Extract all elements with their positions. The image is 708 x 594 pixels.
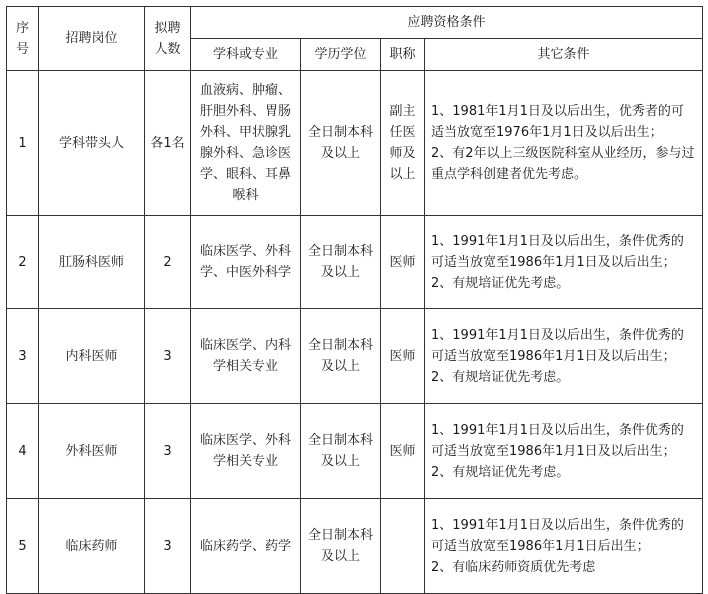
cell-title: 医师 bbox=[381, 404, 425, 499]
cell-count: 3 bbox=[145, 404, 191, 499]
cell-no: 1 bbox=[7, 71, 39, 216]
table-row bbox=[7, 309, 703, 404]
header-qualifications: 应聘资格条件 bbox=[191, 7, 703, 39]
cell-title: 医师 bbox=[381, 309, 425, 404]
header-title: 职称 bbox=[381, 39, 425, 71]
other-condition-2: 2、有规培证优先考虑。 bbox=[431, 464, 570, 480]
cell-other bbox=[425, 309, 703, 404]
other-condition-1: 1、1991年1月1日及以后出生，条件优秀的可适当放宽至1986年1月1日及以后出生； bbox=[431, 233, 684, 270]
cell-title bbox=[381, 499, 425, 594]
table-row bbox=[7, 71, 703, 216]
cell-no: 4 bbox=[7, 404, 39, 499]
cell-major: 临床医学、外科学相关专业 bbox=[191, 404, 301, 499]
table-row bbox=[7, 216, 703, 309]
other-condition-2: 2、有规培证优先考虑。 bbox=[431, 275, 570, 291]
header-no: 序号 bbox=[7, 7, 39, 71]
cell-other bbox=[425, 499, 703, 594]
header-row-1 bbox=[7, 7, 703, 39]
cell-count: 3 bbox=[145, 309, 191, 404]
cell-count: 3 bbox=[145, 499, 191, 594]
header-count: 拟聘人数 bbox=[145, 7, 191, 71]
other-condition-2: 2、有2年以上三级医院科室从业经历，参与过重点学科创建者优先考虑。 bbox=[431, 146, 695, 182]
cell-other bbox=[425, 216, 703, 309]
recruitment-table bbox=[6, 6, 703, 594]
cell-position: 临床药师 bbox=[39, 499, 145, 594]
cell-count: 各1名 bbox=[145, 71, 191, 216]
cell-other bbox=[425, 404, 703, 499]
cell-major: 临床医学、内科学相关专业 bbox=[191, 309, 301, 404]
cell-other bbox=[425, 71, 703, 216]
cell-no: 2 bbox=[7, 216, 39, 309]
cell-degree: 全日制本科及以上 bbox=[301, 404, 381, 499]
cell-degree: 全日制本科及以上 bbox=[301, 309, 381, 404]
cell-position: 学科带头人 bbox=[39, 71, 145, 216]
header-major: 学科或专业 bbox=[191, 39, 301, 71]
other-condition-1: 1、1981年1月1日及以后出生，优秀者的可适当放宽至1976年1月1日及以后出生； bbox=[431, 104, 684, 140]
cell-major: 血液病、肿瘤、肝胆外科、胃肠外科、甲状腺乳腺外科、急诊医学、眼科、耳鼻喉科 bbox=[191, 71, 301, 216]
other-condition-1: 1、1991年1月1日及以后出生，条件优秀的可适当放宽至1986年1月1日及以后出生； bbox=[431, 327, 684, 364]
table-row bbox=[7, 404, 703, 499]
table-row bbox=[7, 499, 703, 594]
cell-major: 临床医学、外科学、中医外科学 bbox=[191, 216, 301, 309]
other-condition-1: 1、1991年1月1日及以后出生，条件优秀的可适当放宽至1986年1月1日后出生； bbox=[431, 517, 684, 554]
cell-position: 肛肠科医师 bbox=[39, 216, 145, 309]
header-degree: 学历学位 bbox=[301, 39, 381, 71]
cell-major: 临床药学、药学 bbox=[191, 499, 301, 594]
other-condition-2: 2、有临床药师资质优先考虑 bbox=[431, 559, 596, 575]
cell-degree: 全日制本科及以上 bbox=[301, 71, 381, 216]
cell-degree: 全日制本科及以上 bbox=[301, 499, 381, 594]
header-position: 招聘岗位 bbox=[39, 7, 145, 71]
other-condition-1: 1、1991年1月1日及以后出生，条件优秀的可适当放宽至1986年1月1日及以后出生； bbox=[431, 422, 684, 459]
cell-degree: 全日制本科及以上 bbox=[301, 216, 381, 309]
other-condition-2: 2、有规培证优先考虑。 bbox=[431, 369, 570, 385]
cell-position: 内科医师 bbox=[39, 309, 145, 404]
cell-count: 2 bbox=[145, 216, 191, 309]
cell-position: 外科医师 bbox=[39, 404, 145, 499]
cell-title: 医师 bbox=[381, 216, 425, 309]
cell-title: 副主任医师及以上 bbox=[381, 71, 425, 216]
cell-no: 3 bbox=[7, 309, 39, 404]
header-other: 其它条件 bbox=[425, 39, 703, 71]
cell-no: 5 bbox=[7, 499, 39, 594]
